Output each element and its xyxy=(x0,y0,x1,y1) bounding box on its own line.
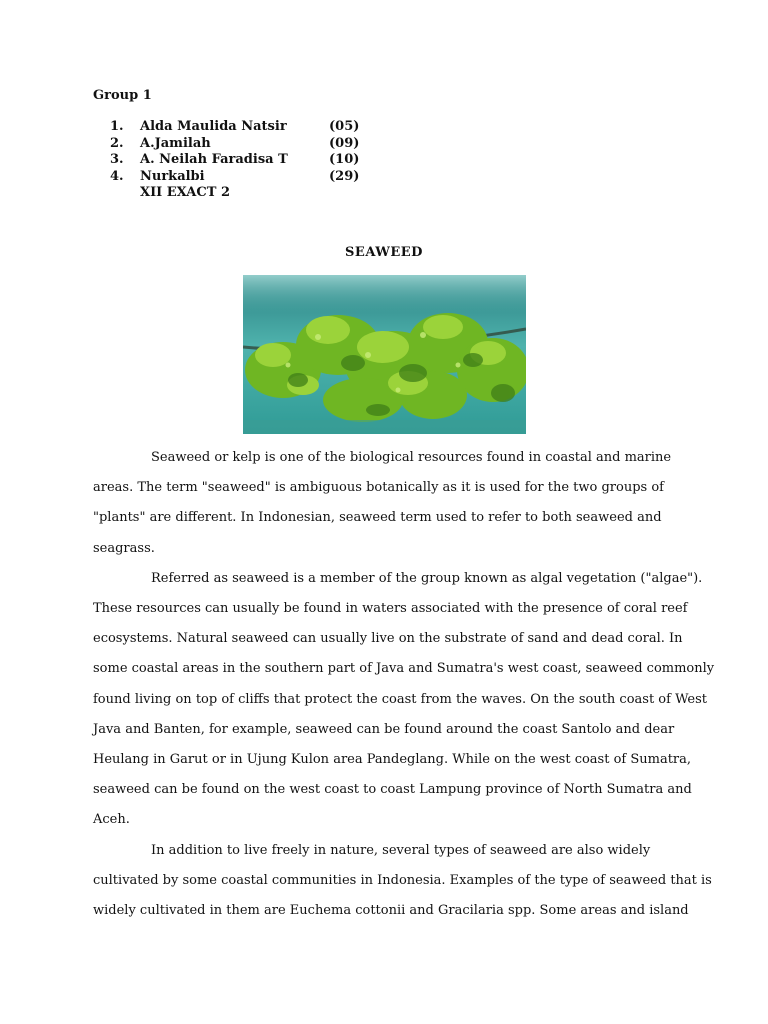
member-code: (10) xyxy=(329,152,360,167)
paragraph xyxy=(93,443,678,564)
text-line: Referred as seaweed is a member of the group known as algal vegetation ("algae"). xyxy=(151,570,703,586)
member-row xyxy=(110,152,360,169)
document-title: SEAWEED xyxy=(345,245,423,260)
member-name: A. Neilah Faradisa T xyxy=(140,152,288,167)
paragraph xyxy=(93,836,712,927)
member-code: (29) xyxy=(329,168,360,184)
text-line: Aceh. xyxy=(93,812,130,828)
member-name: Nurkalbi xyxy=(140,168,205,184)
member-code: (09) xyxy=(329,135,360,151)
text-line: widely cultivated in them are Euchema cottonii and Gracilaria spp. Some areas and island xyxy=(93,903,689,919)
text-line: found living on top of cliffs that protect the coast from the waves. On the south coast of West xyxy=(93,691,707,707)
paragraph xyxy=(93,564,715,836)
class-name: XII EXACT 2 xyxy=(140,185,230,200)
seaweed-photo xyxy=(243,275,526,434)
text-line: In addition to live freely in nature, several types of seaweed are also widely xyxy=(151,842,651,858)
text-line: These resources can usually be found in waters associated with the presence of coral reef xyxy=(93,601,688,617)
text-line: Java and Banten, for example, seaweed can be found around the coast Santolo and dear xyxy=(93,721,675,737)
member-name: A.Jamilah xyxy=(140,135,211,151)
text-line: Seaweed or kelp is one of the biological resources found in coastal and marine xyxy=(151,450,672,465)
member-row xyxy=(110,135,360,153)
member-number: 3. xyxy=(110,152,124,167)
text-line: "plants" are different. In Indonesian, seaweed term used to refer to both seaweed and xyxy=(93,510,662,526)
text-line: Heulang in Garut or in Ujung Kulon area Pandeglang. While on the west coast of Sumatra, xyxy=(93,752,692,768)
member-list xyxy=(110,119,360,202)
body-text xyxy=(93,443,715,926)
member-number: 4. xyxy=(110,168,124,184)
text-line: seaweed can be found on the west coast to coast Lampung province of North Sumatra and xyxy=(93,782,692,798)
member-row xyxy=(110,119,360,136)
member-name: Alda Maulida Natsir xyxy=(140,119,287,134)
member-number: 1. xyxy=(110,119,124,134)
seaweed-illustration xyxy=(243,275,526,434)
text-line: cultivated by some coastal communities in Indonesia. Examples of the type of seaweed that is xyxy=(93,872,712,888)
member-code: (05) xyxy=(329,119,360,134)
text-line: ecosystems. Natural seaweed can usually live on the substrate of sand and dead coral. In xyxy=(93,631,683,647)
member-number: 2. xyxy=(110,135,124,151)
text-line: areas. The term "seaweed" is ambiguous botanically as it is used for the two groups of xyxy=(93,480,664,496)
member-row xyxy=(110,168,360,186)
text-line: some coastal areas in the southern part of Java and Sumatra's west coast, seaweed commonly xyxy=(93,661,715,677)
text-line: seagrass. xyxy=(93,540,155,556)
group-title: Group 1 xyxy=(93,88,152,103)
